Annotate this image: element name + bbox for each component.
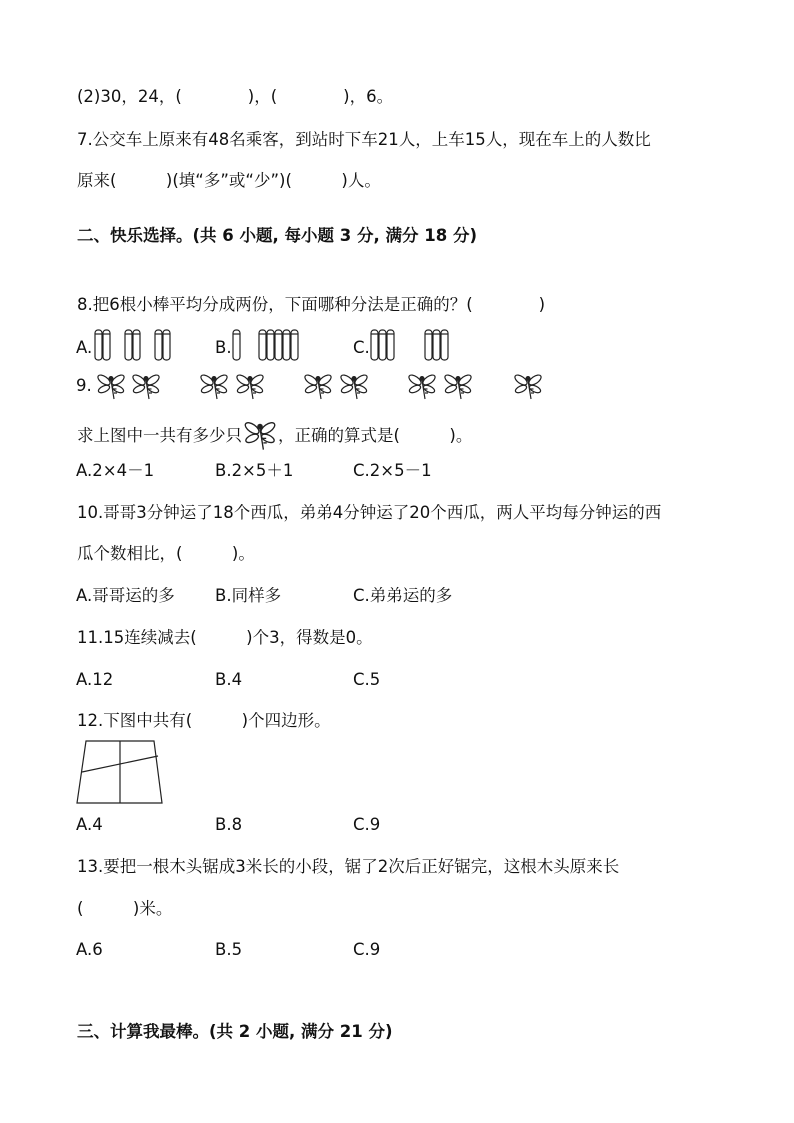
stick-icon — [259, 330, 266, 360]
q13-option-b: B.5 — [215, 940, 243, 959]
question-9-label: 9. — [76, 376, 92, 395]
q10-option-a: A.哥哥运的多 — [76, 586, 175, 605]
dragonfly-icon — [95, 372, 127, 400]
dragonfly-icon — [338, 372, 370, 400]
stick-icon — [155, 330, 162, 360]
stick-icon — [291, 330, 298, 360]
section-2-title: 二、快乐选择。(共 6 小题, 每小题 3 分, 满分 18 分) — [77, 226, 477, 245]
q10-option-c: C.弟弟运的多 — [353, 586, 453, 605]
stick-icon — [371, 330, 378, 360]
dragonfly-icon — [198, 372, 230, 400]
question-6-2: (2)30，24，( )，( )，6。 — [77, 87, 394, 106]
stick-icon — [133, 330, 140, 360]
question-12-text: 12.下图中共有( )个四边形。 — [77, 711, 331, 730]
stick-icon — [125, 330, 132, 360]
stick-icon — [267, 330, 274, 360]
question-10-line-2: 瓜个数相比，( )。 — [77, 544, 255, 563]
q8-option-c-sticks — [368, 328, 458, 362]
stick-icon — [103, 330, 110, 360]
q8-option-b-sticks — [230, 328, 320, 362]
question-13-line-1: 13.要把一根木头锯成3米长的小段，锯了2次后正好锯完，这根木头原来长 — [77, 857, 620, 876]
question-10-line-1: 10.哥哥3分钟运了18个西瓜，弟弟4分钟运了20个西瓜，两人平均每分钟运的西 — [77, 503, 662, 522]
stick-icon — [283, 330, 290, 360]
q9-text-prefix: 求上图中一共有多少只 — [77, 426, 242, 445]
dragonfly-icon — [234, 372, 266, 400]
stick-icon — [233, 330, 240, 360]
stick-icon — [275, 330, 282, 360]
q9-option-b: B.2×5＋1 — [215, 461, 294, 480]
question-13-line-2: ( )米。 — [77, 899, 173, 918]
question-7-line-2: 原来( )(填“多”或“少”)( )人。 — [77, 171, 381, 190]
question-7-line-1: 7.公交车上原来有48名乘客，到站时下车21人，上车15人，现在车上的人数比 — [77, 130, 651, 149]
q8-option-a-label: A. — [76, 338, 93, 357]
question-11-text: 11.15连续减去( )个3，得数是0。 — [77, 628, 373, 647]
q9-option-c: C.2×5－1 — [353, 461, 432, 480]
dragonfly-icon — [442, 372, 474, 400]
stick-icon — [95, 330, 102, 360]
dragonfly-icon — [302, 372, 334, 400]
dragonfly-icon — [512, 372, 544, 400]
q13-option-a: A.6 — [76, 940, 103, 959]
question-8-text: 8.把6根小棒平均分成两份，下面哪种分法是正确的？( ) — [77, 295, 546, 314]
q11-option-a: A.12 — [76, 670, 114, 689]
q12-option-b: B.8 — [215, 815, 243, 834]
trapezoid-figure — [74, 738, 166, 806]
stick-icon — [163, 330, 170, 360]
q13-option-c: C.9 — [353, 940, 381, 959]
section-3-title: 三、计算我最棒。(共 2 小题, 满分 21 分) — [77, 1022, 393, 1041]
question-9-text — [77, 419, 472, 451]
q12-option-c: C.9 — [353, 815, 381, 834]
q8-option-a-sticks — [92, 328, 182, 362]
q11-option-b: B.4 — [215, 670, 243, 689]
stick-icon — [379, 330, 386, 360]
stick-icon — [387, 330, 394, 360]
dragonfly-icon — [130, 372, 162, 400]
q8-option-b-label: B. — [215, 338, 232, 357]
dragonfly-icon — [242, 419, 278, 451]
q10-option-b: B.同样多 — [215, 586, 282, 605]
q11-option-c: C.5 — [353, 670, 381, 689]
dragonfly-icon — [406, 372, 438, 400]
stick-icon — [433, 330, 440, 360]
stick-icon — [441, 330, 448, 360]
stick-icon — [425, 330, 432, 360]
q8-option-c-label: C. — [353, 338, 370, 357]
q9-text-suffix: ，正确的算式是( )。 — [278, 426, 473, 445]
q12-option-a: A.4 — [76, 815, 103, 834]
q9-option-a: A.2×4－1 — [76, 461, 155, 480]
